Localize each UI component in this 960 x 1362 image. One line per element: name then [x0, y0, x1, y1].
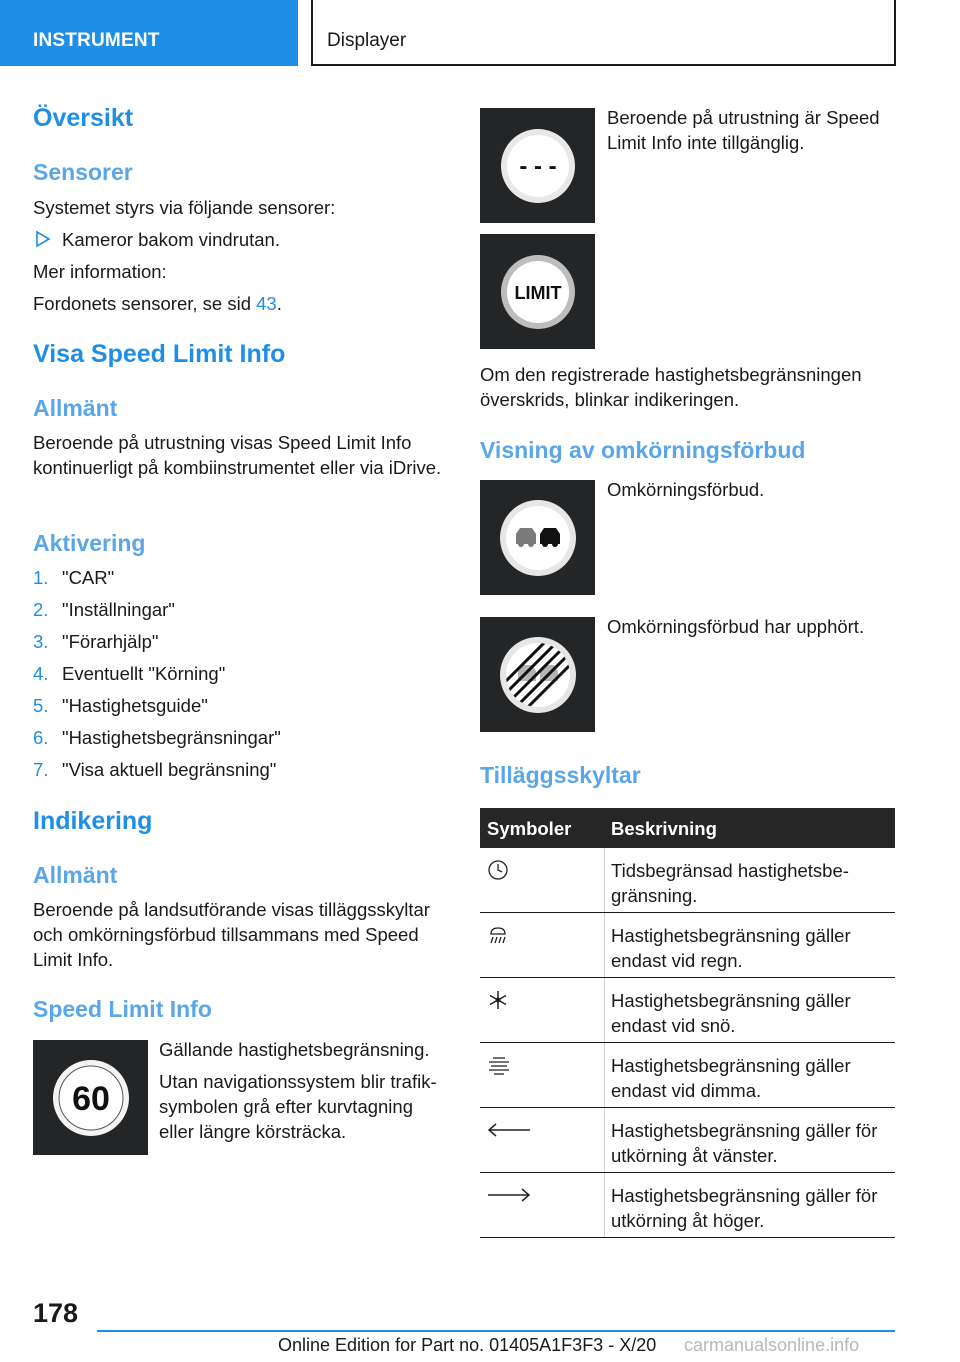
section-tab	[0, 0, 298, 66]
arrow-right-icon	[486, 1183, 532, 1207]
symbol-cell	[480, 1108, 605, 1172]
heading-speed-limit-info: Speed Limit Info	[33, 996, 212, 1022]
symbol-cell	[480, 848, 605, 912]
sign-limit-text: LIMIT	[514, 283, 562, 303]
page-link[interactable]: 43	[256, 293, 277, 314]
symbol-cell	[480, 1043, 605, 1107]
paragraph-allmant-2: Beroende på landsutförande visas tilläggsskyltar och omkörningsförbud tillsammans med Speed Limit Info.	[33, 899, 430, 970]
heading-sensorer: Sensorer	[33, 159, 133, 185]
sign-dashes-text: - - -	[519, 153, 557, 180]
table-row	[480, 1173, 895, 1238]
limit-sign-icon	[480, 234, 595, 349]
description-cell: Hastighetsbegränsning gäller för utkörning åt höger.	[611, 1185, 878, 1231]
heading-aktivering: Aktivering	[33, 530, 146, 556]
symbols-table	[480, 808, 895, 1238]
dashes-sign-icon	[480, 108, 595, 223]
triangle-bullet-icon	[35, 230, 51, 248]
speed-limit-60-icon	[33, 1040, 148, 1155]
paragraph-gallande: Gällande hastighetsbegränsning.	[159, 1039, 430, 1060]
description-cell: Hastighetsbegränsning gäller endast vid snö.	[611, 990, 851, 1036]
step-number: 2.	[33, 599, 49, 620]
heading-tillaggsskyltar: Tilläggsskyltar	[480, 762, 641, 788]
heading-visa-speed-limit: Visa Speed Limit Info	[33, 340, 286, 368]
limit-sign	[480, 234, 595, 349]
description-cell: Hastighetsbegränsning gäller för utkörning åt vänster.	[611, 1120, 878, 1166]
speed-60-sign	[33, 1040, 148, 1155]
table-header	[480, 808, 895, 848]
step-number: 6.	[33, 727, 49, 748]
symbol-cell	[480, 913, 605, 977]
step-text: "Visa aktuell begränsning"	[62, 759, 277, 780]
heading-indikering: Indikering	[33, 807, 153, 835]
step-text: "Hastighetsguide"	[62, 695, 208, 716]
table-row	[480, 1043, 895, 1108]
step-text: "Förarhjälp"	[62, 631, 159, 652]
watermark: carmanualsonline.info	[684, 1335, 860, 1355]
fog-icon	[486, 1053, 512, 1077]
chapter-title: Displayer	[327, 30, 407, 51]
no-overtaking-icon	[480, 480, 595, 595]
paragraph-beroende: Beroende på utrustning är Speed Limit Info inte tillgänglig.	[607, 107, 880, 153]
edition-text: Online Edition for Part no. 01405A1F3F3 - X/20	[278, 1335, 657, 1355]
paragraph-upphort: Omkörningsförbud har upphört.	[607, 616, 865, 637]
step-text: "CAR"	[62, 567, 115, 588]
paragraph-allmant: Beroende på utrustning visas Speed Limit Info kontinuerligt på kombiinstrumentet eller via iDrive.	[33, 432, 442, 478]
end-no-overtaking-icon	[480, 617, 595, 732]
snowflake-icon	[486, 988, 510, 1012]
paragraph-fordonets-text: Fordonets sensorer, se sid	[33, 293, 257, 314]
step-text: Eventuellt "Körning"	[62, 663, 226, 684]
bullet-text: Kameror bakom vindrutan.	[62, 229, 280, 250]
symbol-cell	[480, 1173, 605, 1237]
no-limit-sign	[480, 108, 595, 223]
page-number: 178	[33, 1298, 79, 1328]
description-cell: Hastighetsbegränsning gäller endast vid regn.	[611, 925, 851, 971]
chapter-tab	[311, 0, 896, 66]
footer-divider	[97, 1330, 895, 1332]
rain-icon	[486, 923, 510, 947]
paragraph-sensorer: Systemet styrs via följande sensorer:	[33, 197, 336, 218]
paragraph-utan: Utan navigationssystem blir trafik-symbolen grå efter kurvtagning eller längre körsträcka.	[159, 1071, 437, 1142]
column-header-symbols: Symboler	[487, 818, 572, 839]
paragraph-fordonets	[33, 291, 453, 316]
paragraph-om-den: Om den registrerade hastighetsbegränsningen överskrids, blinkar indikeringen.	[480, 364, 862, 410]
step-text: "Inställningar"	[62, 599, 175, 620]
symbol-cell	[480, 978, 605, 1042]
heading-allmant-2: Allmänt	[33, 862, 118, 888]
step-number: 7.	[33, 759, 49, 780]
step-text: "Hastighetsbegränsningar"	[62, 727, 281, 748]
heading-oversikt: Översikt	[33, 104, 134, 132]
no-overtaking-sign	[480, 480, 595, 595]
description-cell: Tidsbegränsad hastighetsbe-gränsning.	[611, 860, 849, 906]
section-title: INSTRUMENT	[33, 30, 160, 51]
step-number: 5.	[33, 695, 49, 716]
column-header-description: Beskrivning	[611, 818, 717, 839]
clock-icon	[486, 858, 510, 882]
step-number: 1.	[33, 567, 49, 588]
table-row	[480, 978, 895, 1043]
paragraph-fordonets-end: .	[276, 293, 282, 314]
table-row	[480, 1108, 895, 1173]
end-no-overtaking-sign	[480, 617, 595, 732]
arrow-left-icon	[486, 1118, 532, 1142]
step-number: 4.	[33, 663, 49, 684]
heading-visning: Visning av omkörningsförbud	[480, 437, 806, 463]
description-cell: Hastighetsbegränsning gäller endast vid dimma.	[611, 1055, 851, 1101]
paragraph-omkorning: Omkörningsförbud.	[607, 479, 765, 500]
sign-60-text: 60	[72, 1080, 110, 1118]
step-number: 3.	[33, 631, 49, 652]
paragraph-mer-info: Mer information:	[33, 261, 167, 282]
table-row	[480, 913, 895, 978]
table-row	[480, 848, 895, 913]
heading-allmant: Allmänt	[33, 395, 118, 421]
